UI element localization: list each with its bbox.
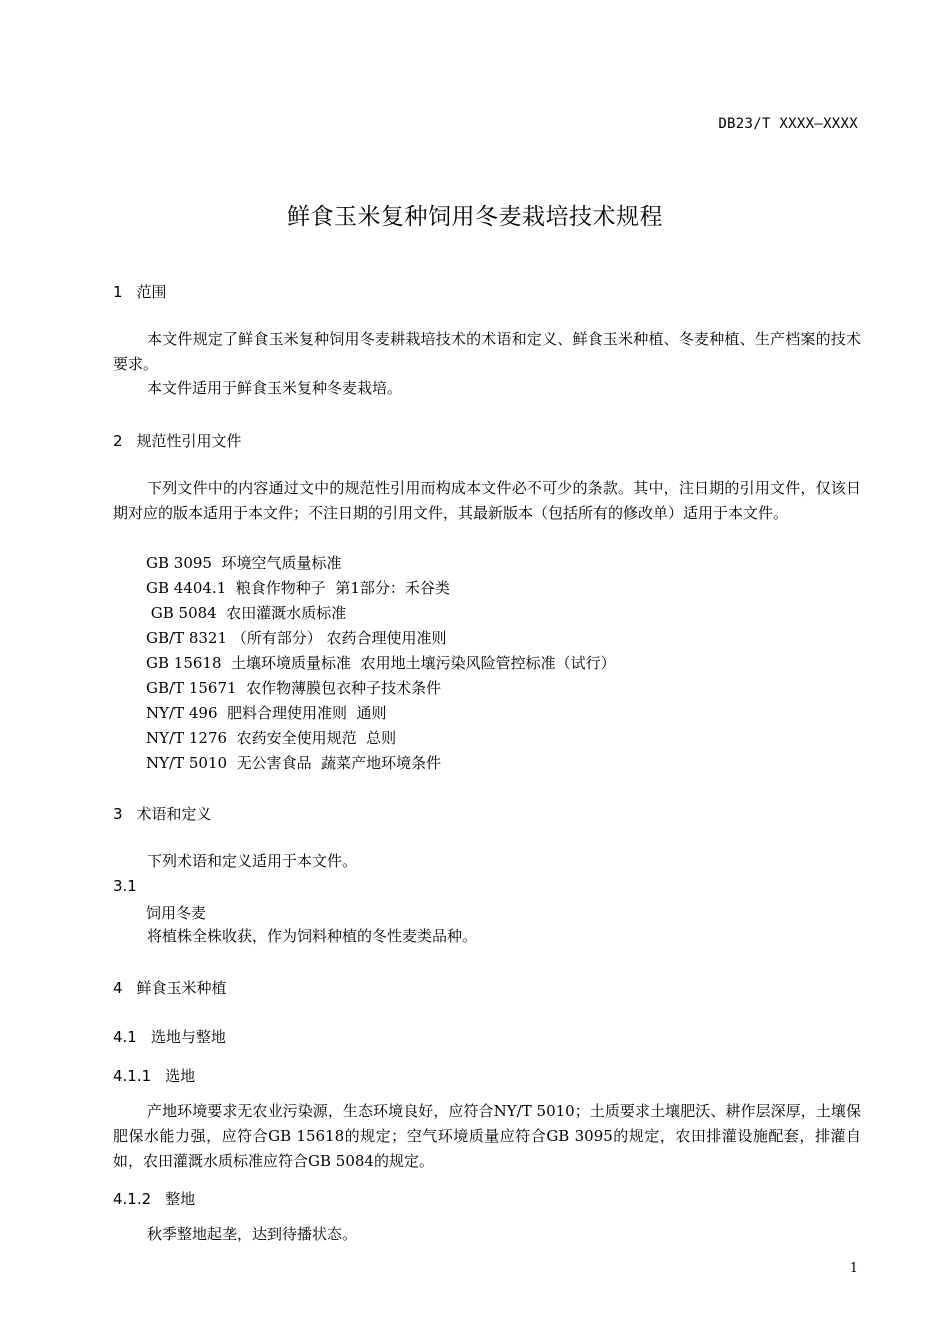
section-number: 2	[113, 432, 123, 450]
subsection-4-1-2-heading	[113, 1188, 195, 1209]
references-intro-paragraph: 下列文件中的内容通过文中的规范性引用而构成本文件必不可少的条款。其中，注日期的引用文件，仅该日期对应的版本适用于本文件；不注日期的引用文件，其最新版本（包括所有的修改单）适用于本文件。	[113, 479, 861, 522]
section-title: 规范性引用文件	[136, 432, 242, 450]
section-number: 4.1	[113, 1028, 137, 1046]
section-number: 1	[113, 283, 123, 301]
scope-paragraph-1: 本文件规定了鲜食玉米复种饲用冬麦耕栽培技术的术语和定义、鲜食玉米种植、冬麦种植、生产档案的技术要求。	[113, 330, 861, 373]
terms-intro-paragraph: 下列术语和定义适用于本文件。	[147, 852, 358, 870]
section-title: 鲜食玉米种植	[136, 979, 227, 997]
scope-paragraph-2: 本文件适用于鲜食玉米复种冬麦栽培。	[147, 379, 403, 397]
section-2-heading	[113, 430, 242, 451]
section-1-heading	[113, 281, 167, 302]
section-title: 整地	[165, 1190, 196, 1208]
section-title: 术语和定义	[136, 805, 212, 823]
section-number: 4.1.1	[113, 1067, 152, 1085]
subsection-4-1-1-heading	[113, 1065, 195, 1086]
reference-item: GB 3095 环境空气质量标准	[146, 554, 342, 572]
subsection-4-1-heading	[113, 1026, 226, 1047]
section-title: 选地与整地	[150, 1028, 226, 1046]
land-preparation-paragraph: 秋季整地起垄，达到待播状态。	[147, 1225, 358, 1243]
reference-list	[146, 551, 616, 776]
reference-item: GB/T 15671 农作物薄膜包衣种子技术条件	[146, 679, 442, 697]
section-number: 4	[113, 979, 123, 997]
section-3-heading	[113, 803, 212, 824]
term-number: 3.1	[113, 877, 137, 895]
reference-item: NY/T 496 肥料合理使用准则 通则	[146, 704, 387, 722]
reference-item: GB 4404.1 粮食作物种子 第1部分：禾谷类	[146, 579, 450, 597]
page-number: 1	[849, 1261, 858, 1276]
document-title: 鲜食玉米复种饲用冬麦栽培技术规程	[287, 204, 663, 230]
section-title: 选地	[165, 1067, 196, 1085]
section-title: 范围	[136, 283, 167, 301]
reference-item: GB 5084 农田灌溉水质标准	[146, 604, 347, 622]
section-number: 3	[113, 805, 123, 823]
document-code: DB23/T XXXX—XXXX	[718, 116, 858, 132]
reference-item: NY/T 5010 无公害食品 蔬菜产地环境条件	[146, 754, 442, 772]
section-number: 4.1.2	[113, 1190, 152, 1208]
reference-item: GB 15618 土壤环境质量标准 农用地土壤污染风险管控标准（试行）	[146, 654, 616, 672]
reference-item: GB/T 8321 （所有部分） 农药合理使用准则	[146, 629, 447, 647]
term-definition: 将植株全株收获，作为饲料种植的冬性麦类品种。	[147, 927, 478, 945]
term-name: 饲用冬麦	[146, 904, 207, 922]
reference-item: NY/T 1276 农药安全使用规范 总则	[146, 729, 397, 747]
section-4-heading	[113, 977, 227, 998]
site-selection-paragraph: 产地环境要求无农业污染源，生态环境良好，应符合NY/T 5010；土质要求土壤肥沃、耕作层深厚，土壤保肥保水能力强，应符合GB 15618的规定；空气环境质量应符合GB 3095的规定，农田排灌设施配套，排灌自如，农田灌溉水质标准应符合GB 5084的规定。	[113, 1102, 861, 1170]
